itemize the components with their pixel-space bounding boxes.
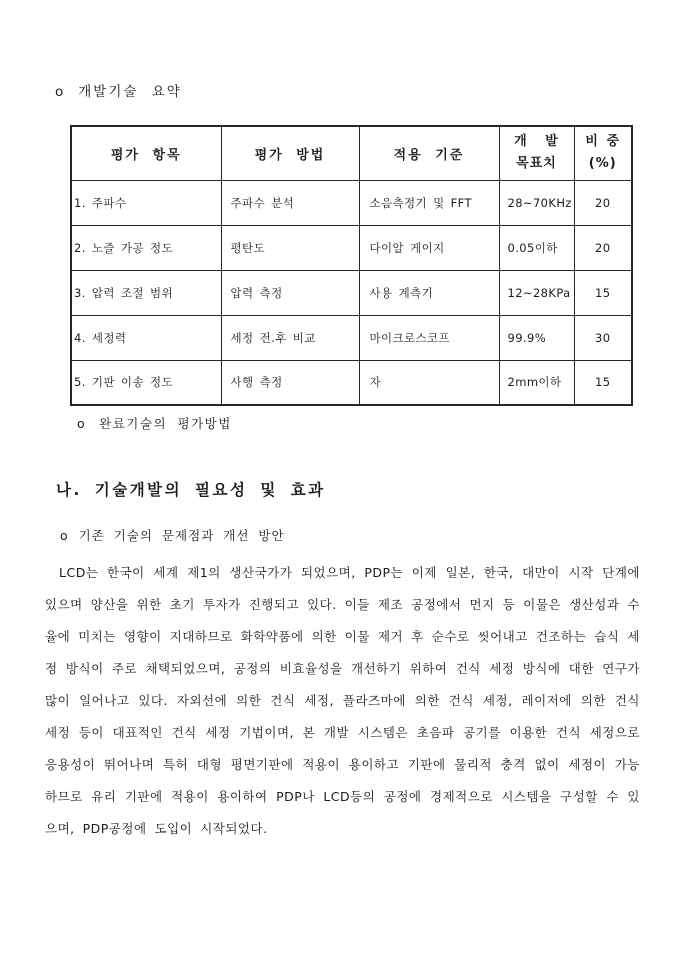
cell-criteria: 자 [359, 360, 499, 405]
cell-target: 28~70KHz [499, 180, 574, 225]
cell-item: 3. 압력 조절 범위 [71, 270, 221, 315]
header-cell-item: 평가 항목 [71, 126, 221, 180]
note-bullet: o [77, 416, 87, 431]
completed-tech-note [77, 414, 680, 432]
cell-weight: 15 [574, 270, 632, 315]
header-cell-criteria: 적용 기준 [359, 126, 499, 180]
cell-method: 평탄도 [221, 225, 359, 270]
evaluation-table [70, 125, 633, 406]
cell-method: 주파수 분석 [221, 180, 359, 225]
cell-weight: 15 [574, 360, 632, 405]
cell-weight: 20 [574, 180, 632, 225]
subsection-bullet: o [60, 528, 69, 543]
summary-title: 개발기술 요약 [78, 84, 182, 100]
cell-criteria: 다이알 게이지 [359, 225, 499, 270]
table-row [71, 270, 632, 315]
table-row [71, 225, 632, 270]
table-header-row [71, 126, 632, 180]
header-cell-target: 개 발 목표치 [499, 126, 574, 180]
cell-method: 사행 측정 [221, 360, 359, 405]
cell-method: 압력 측정 [221, 270, 359, 315]
summary-heading [0, 0, 680, 100]
cell-item: 2. 노즐 가공 정도 [71, 225, 221, 270]
cell-method: 세정 전.후 비교 [221, 315, 359, 360]
table-row [71, 315, 632, 360]
cell-target: 0.05이하 [499, 225, 574, 270]
section-heading: 나. 기술개발의 필요성 및 효과 [56, 481, 326, 499]
cell-criteria: 사용 계측기 [359, 270, 499, 315]
cell-item: 5. 기판 이송 정도 [71, 360, 221, 405]
header-cell-method: 평가 방법 [221, 126, 359, 180]
cell-weight: 30 [574, 315, 632, 360]
cell-target: 99.9% [499, 315, 574, 360]
cell-target: 2mm이하 [499, 360, 574, 405]
cell-item: 4. 세정력 [71, 315, 221, 360]
table-row [71, 360, 632, 405]
cell-weight: 20 [574, 225, 632, 270]
subsection-heading [60, 526, 680, 544]
table-row [71, 180, 632, 225]
note-text: 완료기술의 평가방법 [99, 416, 232, 431]
cell-criteria: 소음측정기 및 FFT [359, 180, 499, 225]
body-paragraph: LCD는 한국이 세계 제1의 생산국가가 되었으며, PDP는 이제 일본, 한국, 대만이 시작 단계에 있으며 양산을 위한 초기 투자가 진행되고 있다. 이들 제조 공정에서 먼지 등 이물은 생산성과 수율에 미치는 영향이 지대하므로 화학약품에 의한 이물 제거 후 순수로 씻어내고 건조하는 습식 세정 방식이 주로 채택되었으며, 공정의 비효율성을 개선하기 위하여 건식 세정 방식에 대한 연구가 많이 일어나고 있다. 자외선에 의한 건식 세정, 플라즈마에 의한 건식 세정, 레이저에 의한 건식 세정 등이 대표적인 건식 세정 기법이며, 본 개발 시스템은 초음파 공기를 이용한 건식 세정으로 응용성이 뛰어나며 특허 대형 평면기판에 적용이 용이하고 기판에 물리적 충격 없이 세정이 가능하므로 유리 기판에 적용이 용이하여 PDP나 LCD등의 공정에 경제적으로 시스템을 구성할 수 있으며, PDP공정에 도입이 시작되었다. [45, 565, 640, 836]
cell-criteria: 마이크로스코프 [359, 315, 499, 360]
cell-item: 1. 주파수 [71, 180, 221, 225]
header-cell-weight: 비 중 (%) [574, 126, 632, 180]
cell-target: 12~28KPa [499, 270, 574, 315]
subsection-text: 기존 기술의 문제점과 개선 방안 [78, 528, 285, 543]
summary-bullet: o [55, 84, 66, 100]
